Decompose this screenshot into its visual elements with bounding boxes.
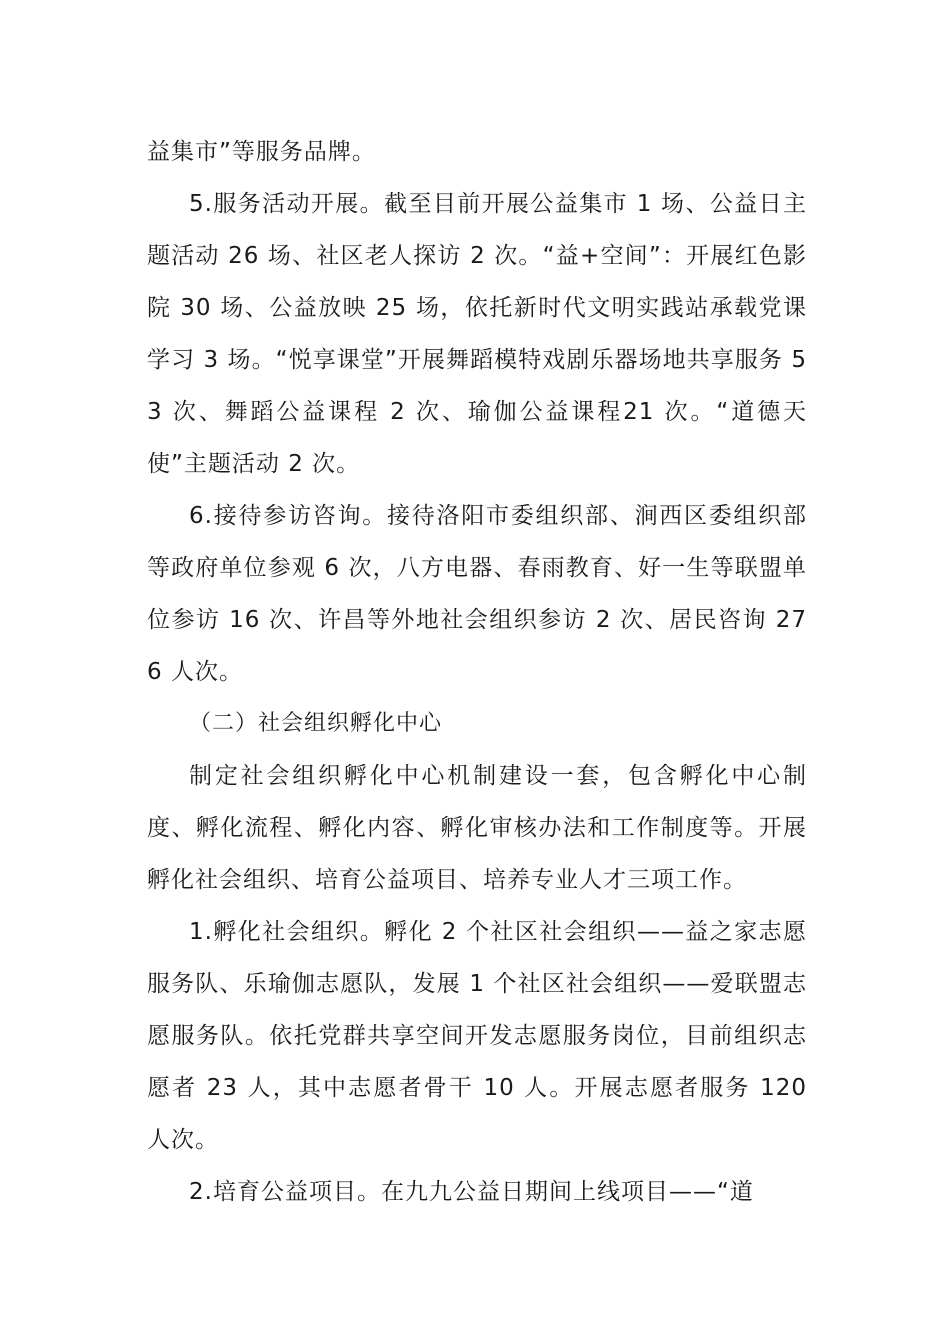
paragraph-continuation: 益集市”等服务品牌。: [147, 139, 376, 165]
document-body: [147, 126, 807, 1218]
paragraph-visits-consultation: 6.接待参访咨询。接待洛阳市委组织部、涧西区委组织部等政府单位参观 6 次，八方电器、春雨教育、好一生等联盟单位参访 16 次、许昌等外地社会组织参访 2 次、居民咨询 276 人次。: [147, 503, 807, 685]
paragraph-service-activities: 5.服务活动开展。截至目前开展公益集市 1 场、公益日主题活动 26 场、社区老人探访 2 次。“益+空间”：开展红色影院 30 场、公益放映 25 场，依托新时代文明实践站承载党课学习 3 场。“悦享课堂”开展舞蹈模特戏剧乐器场地共享服务 53 次、舞蹈公益课程 2 次、瑜伽公益课程21 次。“道德天使”主题活动 2 次。: [147, 191, 807, 477]
section-heading-incubation-center: （二）社会组织孵化中心: [189, 711, 443, 736]
paragraph-incubation-mechanism: 制定社会组织孵化中心机制建设一套，包含孵化中心制度、孵化流程、孵化内容、孵化审核办法和工作制度等。开展孵化社会组织、培育公益项目、培养专业人才三项工作。: [147, 763, 807, 893]
paragraph-incubate-organizations: 1.孵化社会组织。孵化 2 个社区社会组织——益之家志愿服务队、乐瑜伽志愿队，发展 1 个社区社会组织——爱联盟志愿服务队。依托党群共享空间开发志愿服务岗位，目前组织志愿者 23 人，其中志愿者骨干 10 人。开展志愿者服务 120 人次。: [147, 919, 807, 1153]
paragraph-cultivate-projects: 2.培育公益项目。在九九公益日期间上线项目——“道: [189, 1179, 754, 1205]
